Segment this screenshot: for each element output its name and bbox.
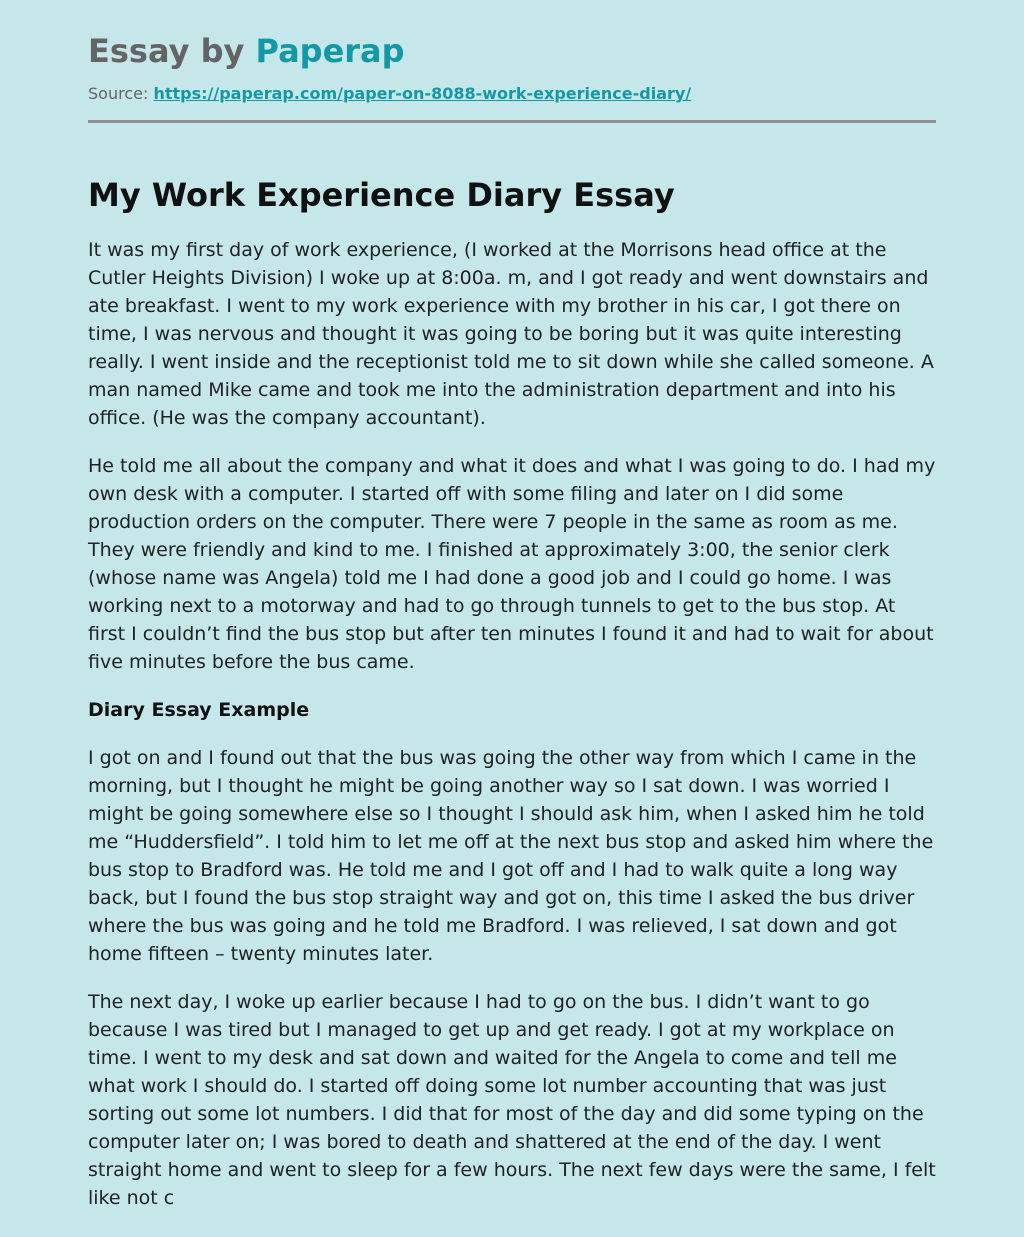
source-link[interactable]: https://paperap.com/paper-on-8088-work-experience-diary/ — [153, 84, 692, 103]
page — [88, 0, 936, 1212]
header-divider — [88, 120, 936, 123]
article-paragraph-3: I got on and I found out that the bus was going the other way from which I came in the morning, but I thought he might be going another way so I sat down. I was worried I might be going somewhere else so I thought I should ask him, when I asked him he told me “Huddersfield”. I told him to let me off at the next bus stop and asked him where the bus stop to Bradford was. He told me and I got off and I had to walk quite a long way back, but I found the bus stop straight way and got on, this time I asked the bus driver where the bus was going and he told me Bradford. I was relieved, I sat down and got home fifteen – twenty minutes later. — [88, 747, 934, 965]
article-paragraph-4: The next day, I woke up earlier because I had to go on the bus. I didn’t want to go because I was tired but I managed to get up and get ready. I got at my workplace on time. I went to my desk and sat down and waited for the Angela to come and tell me what work I should do. I started off doing some lot number accounting that was just sorting out some lot numbers. I did that for most of the day and did some typing on the computer later on; I was bored to death and shattered at the end of the day. I went straight home and went to sleep for a few hours. The next few days were the same, I felt like not c — [88, 991, 936, 1209]
article-paragraph-2: He told me all about the company and what it does and what I was going to do. I had my own desk with a computer. I started off with some filing and later on I did some production orders on the computer. There were 7 people in the same as room as me. They were friendly and kind to me. I finished at approximately 3:00, the senior clerk (whose name was Angela) told me I had done a good job and I could go home. I was working next to a motorway and had to go through tunnels to get to the bus stop. At first I couldn’t find the bus stop but after ten minutes I found it and had to wait for about five minutes before the bus came. — [88, 455, 936, 673]
source-label: Source: — [88, 84, 149, 103]
article-paragraph-1: It was my first day of work experience, (I worked at the Morrisons head office at the Cutler Heights Division) I woke up at 8:00a. m, and I got ready and went downstairs and ate breakfast. I went to my work experience with my brother in his car, I got there on time, I was nervous and thought it was going to be boring but it was quite interesting really. I went inside and the receptionist told me to sit down while she called someone. A man named Mike came and took me into the administration department and into his office. (He was the company accountant). — [88, 239, 934, 429]
article-title: My Work Experience Diary Essay — [88, 176, 675, 214]
section-subheading: Diary Essay Example — [88, 699, 310, 721]
brand-prefix: Essay by — [88, 32, 256, 70]
source-line — [88, 83, 936, 105]
brand-title — [88, 0, 936, 71]
brand-name[interactable]: Paperap — [255, 32, 405, 70]
